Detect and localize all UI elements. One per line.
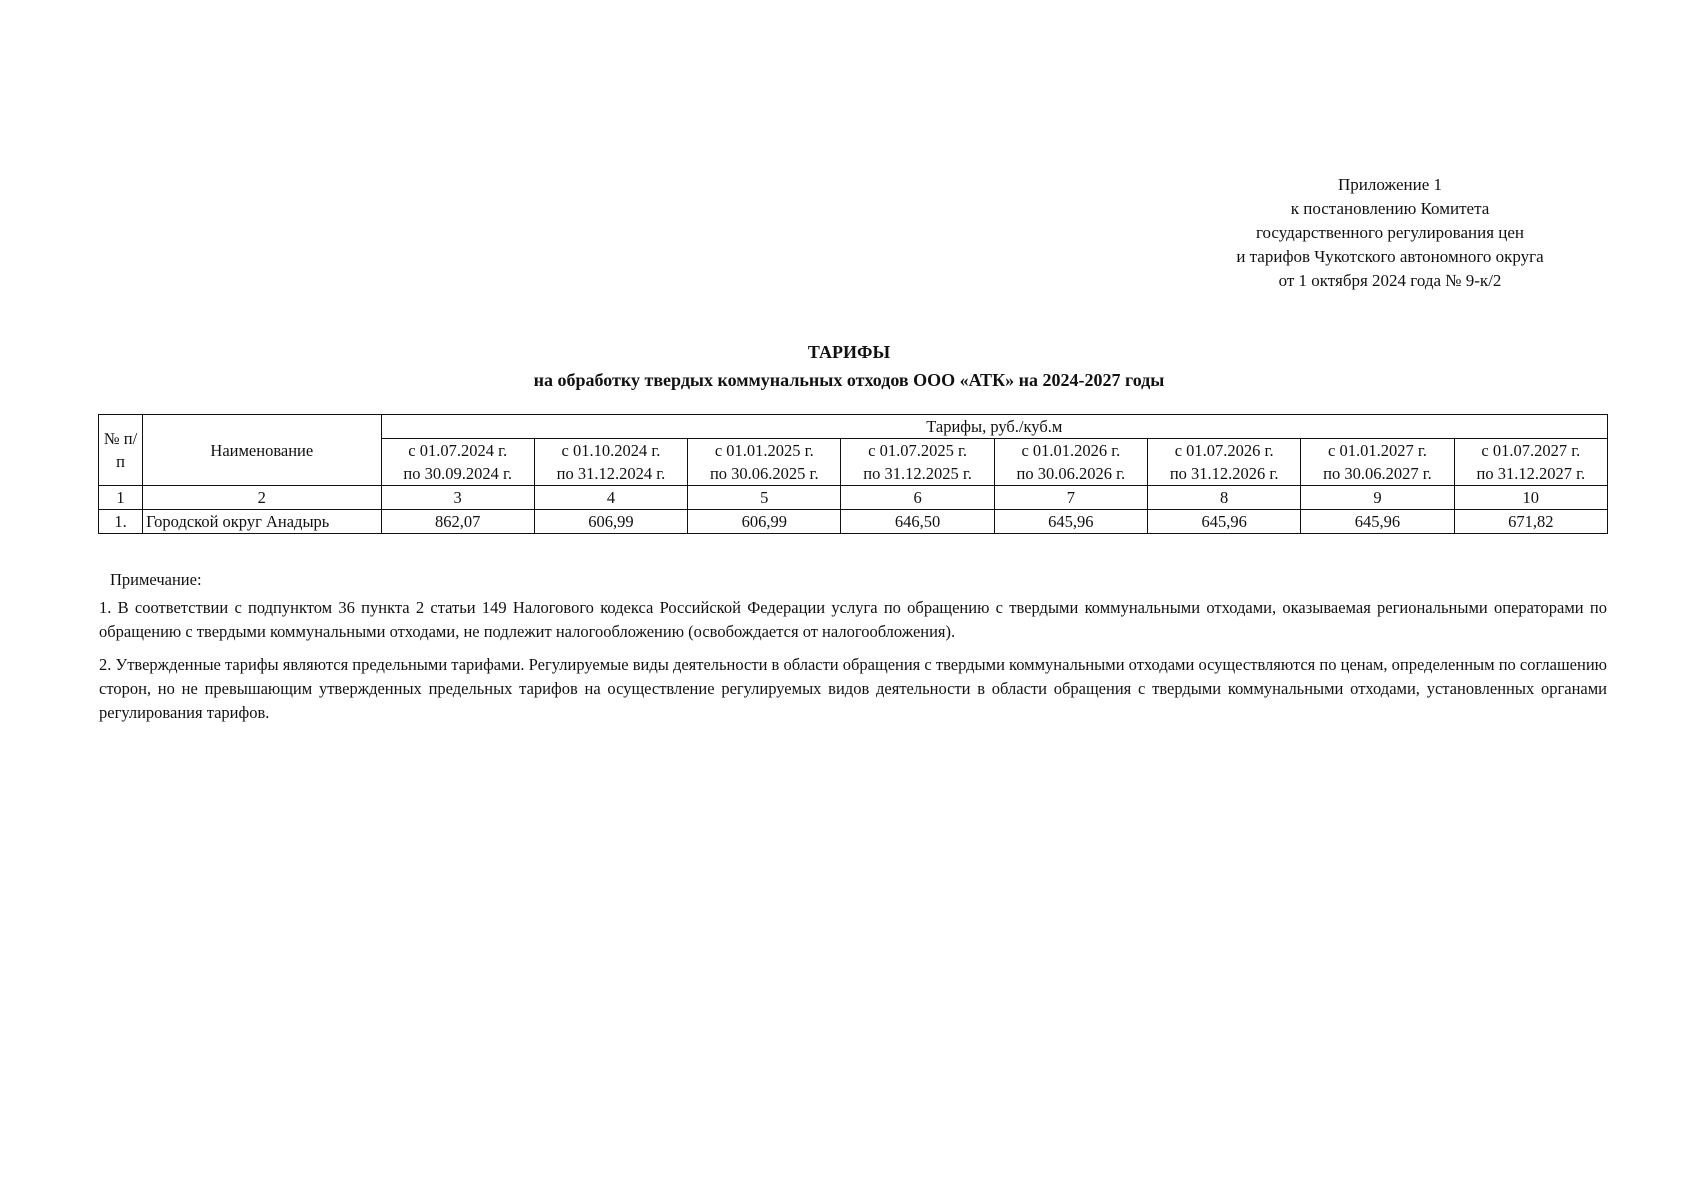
tariff-value: 646,50 bbox=[841, 510, 994, 534]
note-item: 2. Утвержденные тарифы являются предельными тарифами. Регулируемые виды деятельности в области обращения с твердыми коммунальными отходами осуществляются по ценам, определенным по соглашению сторон, но не превышающим утвержденных предельных тарифов на осуществление регулируемых видов деятельности в области обращения с твердыми коммунальными отходами, установленных органами регулирования тарифов. bbox=[99, 655, 1607, 722]
tariff-value: 645,96 bbox=[1148, 510, 1301, 534]
period-to: по 31.12.2027 г. bbox=[1476, 464, 1586, 483]
period-to: по 31.12.2026 г. bbox=[1169, 464, 1279, 483]
col-number-label: № п/п bbox=[103, 429, 138, 471]
index-cell: 3 bbox=[381, 486, 534, 510]
period-to: по 30.06.2027 г. bbox=[1323, 464, 1432, 483]
notes-section bbox=[99, 568, 1607, 734]
period-header bbox=[381, 439, 534, 486]
appendix-line: государственного регулирования цен bbox=[1255, 223, 1525, 242]
table-header-row bbox=[99, 415, 1608, 439]
col-group-header bbox=[381, 415, 1607, 439]
index-cell: 8 bbox=[1148, 486, 1301, 510]
index-cell: 7 bbox=[994, 486, 1147, 510]
tariff-value: 606,99 bbox=[534, 510, 687, 534]
index-cell: 1 bbox=[99, 486, 143, 510]
appendix-line: Приложение 1 bbox=[1338, 175, 1442, 194]
period-to: по 31.12.2025 г. bbox=[863, 464, 972, 483]
index-cell: 9 bbox=[1301, 486, 1454, 510]
col-name-label: Наименование bbox=[210, 440, 314, 460]
tariff-value: 645,96 bbox=[1301, 510, 1454, 534]
notes-heading: Примечание: bbox=[110, 570, 202, 589]
title-sub: на обработку твердых коммунальных отходов ООО «АТК» на 2024-2027 годы bbox=[533, 370, 1165, 390]
period-from: с 01.07.2026 г. bbox=[1174, 441, 1274, 460]
period-from: с 01.07.2025 г. bbox=[868, 441, 967, 460]
col-name-header bbox=[143, 415, 381, 486]
period-header bbox=[1301, 439, 1454, 486]
table-row bbox=[99, 510, 1608, 534]
col-group-label: Тарифы, руб./куб.м bbox=[926, 417, 1063, 436]
period-from: с 01.07.2024 г. bbox=[408, 441, 508, 460]
period-from: с 01.07.2027 г. bbox=[1481, 441, 1581, 460]
tariff-value: 606,99 bbox=[688, 510, 841, 534]
index-cell: 6 bbox=[841, 486, 994, 510]
index-cell: 5 bbox=[688, 486, 841, 510]
period-to: по 31.12.2024 г. bbox=[556, 464, 666, 483]
tariff-value: 671,82 bbox=[1454, 510, 1607, 534]
period-to: по 30.06.2025 г. bbox=[709, 464, 819, 483]
period-header bbox=[1454, 439, 1607, 486]
note-item: 1. В соответствии с подпунктом 36 пункта 2 статьи 149 Налогового кодекса Российской Федерации услуга по обращению с твердыми коммунальными отходами, оказываемая региональными операторами по обращению с твердыми коммунальными отходами, не подлежит налогообложению (освобождается от налогообложения). bbox=[99, 598, 1607, 641]
tariff-value: 645,96 bbox=[994, 510, 1147, 534]
period-to: по 30.06.2026 г. bbox=[1016, 464, 1126, 483]
index-cell: 2 bbox=[143, 486, 381, 510]
tariff-value: 862,07 bbox=[381, 510, 534, 534]
period-from: с 01.01.2025 г. bbox=[714, 441, 814, 460]
col-number-header bbox=[99, 415, 143, 486]
period-from: с 01.10.2024 г. bbox=[561, 441, 661, 460]
index-cell: 10 bbox=[1454, 486, 1607, 510]
period-from: с 01.01.2027 г. bbox=[1328, 441, 1427, 460]
row-number: 1. bbox=[99, 510, 143, 534]
table-index-row bbox=[99, 486, 1608, 510]
appendix-line: к постановлению Комитета bbox=[1290, 199, 1490, 218]
row-name: Городской округ Анадырь bbox=[143, 510, 381, 534]
period-header bbox=[841, 439, 994, 486]
tariff-table bbox=[98, 414, 1608, 534]
period-from: с 01.01.2026 г. bbox=[1021, 441, 1121, 460]
appendix-line: от 1 октября 2024 года № 9-к/2 bbox=[1278, 271, 1502, 290]
period-to: по 30.09.2024 г. bbox=[403, 464, 512, 483]
title-main: ТАРИФЫ bbox=[807, 342, 891, 362]
index-cell: 4 bbox=[534, 486, 687, 510]
appendix-line: и тарифов Чукотского автономного округа bbox=[1236, 247, 1544, 266]
period-header bbox=[688, 439, 841, 486]
period-header bbox=[994, 439, 1147, 486]
appendix-header bbox=[1160, 173, 1620, 293]
document-title bbox=[0, 338, 1698, 394]
period-header bbox=[1148, 439, 1301, 486]
period-header bbox=[534, 439, 687, 486]
